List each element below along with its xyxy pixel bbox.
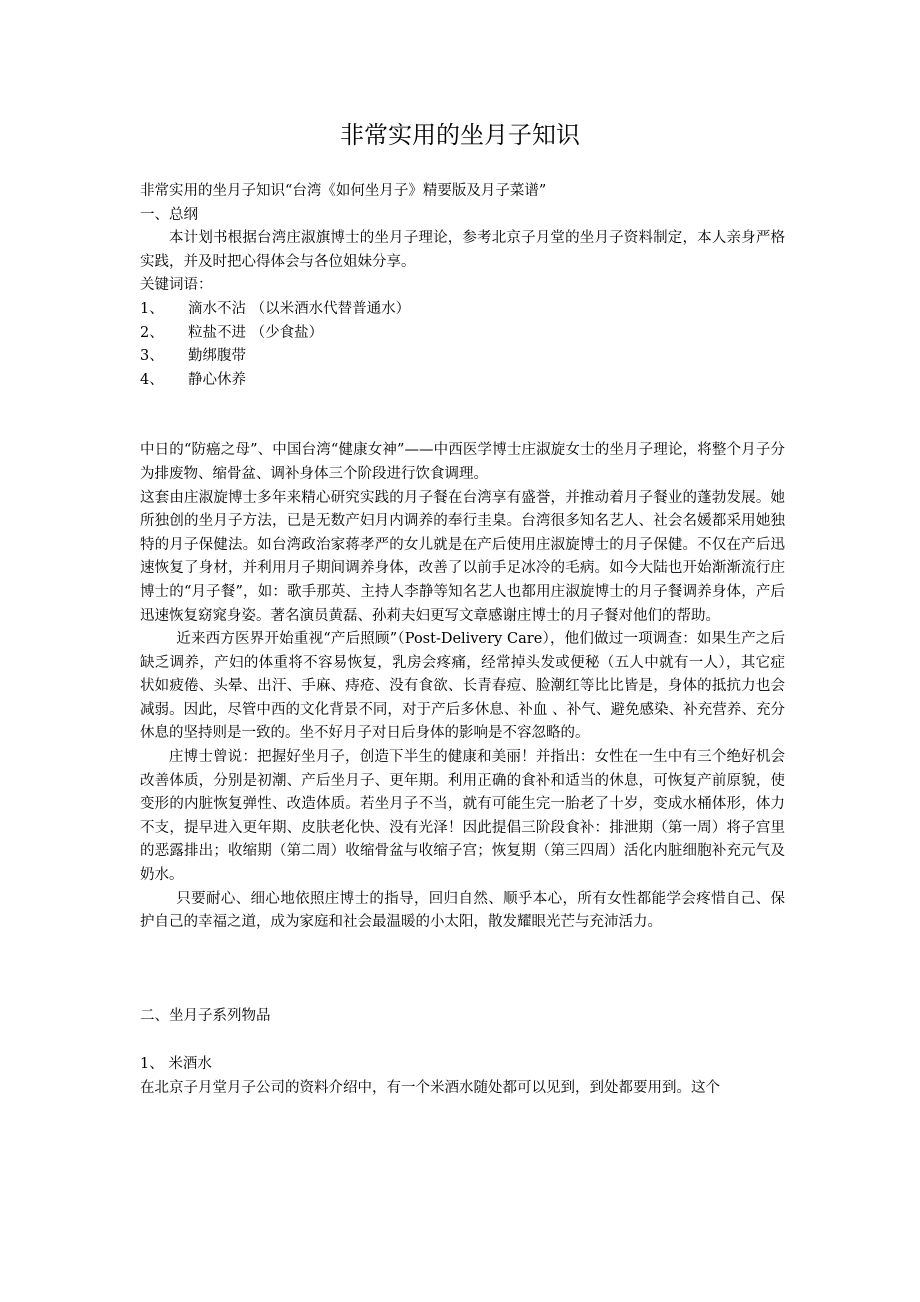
section-heading-items: 二、坐月子系列物品: [140, 1007, 271, 1024]
keywords-label: 关键词语：: [140, 277, 213, 294]
spacer: [140, 935, 785, 1005]
intro-paragraph: 本计划书根据台湾庄淑旗博士的坐月子理论，参考北京子月堂的坐月子资料制定，本人亲身严格实践，并及时把心得体会与各位姐妹分享。: [140, 230, 785, 270]
keyword-number: 3、: [140, 348, 164, 365]
body-paragraph: 只要耐心、细心地依照庄博士的指导，回归自然、顺乎本心，所有女性都能学会疼惜自己、保护自己的幸福之道，成为家庭和社会最温暖的小太阳，散发耀眼光芒与充沛活力。: [140, 890, 785, 931]
spacer: [140, 392, 785, 439]
keyword-item: [140, 369, 785, 393]
keyword-number: 2、: [140, 324, 164, 341]
body-paragraph: 庄博士曾说：把握好坐月子，创造下半生的健康和美丽！并指出：女性在一生中有三个绝好机会改善体质，分别是初潮、产后坐月子、更年期。利用正确的食补和适当的休息，可恢复产前原貌，使变形的内脏恢复弹性、改造体质。若坐月子不当，就有可能生完一胎老了十岁，变成水桶体形，体力不支，提早进入更年期、皮肤老化快、没有光泽！因此提倡三阶段食补：排泄期（第一周）将子宫里的恶露排出；收缩期（第二周）收缩骨盆与收缩子宫；恢复期（第三四周）活化内脏细胞补充元气及奶水。: [140, 749, 785, 884]
keyword-text: 勤绑腹带: [188, 348, 246, 365]
body-paragraph: 近来西方医界开始重视“产后照顾”（Post-Delivery Care），他们做过一项调查：如果生产之后缺乏调养，产妇的体重将不容易恢复，乳房会疼痛，经常掉头发或便秘（五人中就有一人），其它症状如疲倦、头晕、出汗、手麻、痔疮、没有食欲、长青春痘、脸潮红等比比皆是，身体的抵抗力也会减弱。因此，尽管中西的文化背景不同，对于产后多休息、补血 、补气、避免感染、补充营养、充分休息的坚持则是一致的。坐不好月子对日后身体的影响是不容忽略的。: [140, 631, 785, 742]
keyword-text: 滴水不沾 （以米酒水代替普通水）: [188, 300, 411, 317]
document-title: 非常实用的坐月子知识: [340, 121, 580, 149]
spacer: [140, 1028, 785, 1053]
keyword-text: 粒盐不进 （少食盐）: [188, 324, 324, 341]
keyword-item: [140, 345, 785, 369]
keyword-number: 1、: [140, 300, 164, 317]
document-subtitle: 非常实用的坐月子知识“台湾《如何坐月子》精要版及月子菜谱”: [140, 183, 547, 199]
body-paragraph: 中日的“防癌之母”、中国台湾“健康女神”——中西医学博士庄淑旋女士的坐月子理论，将整个月子分为排废物、缩骨盆、调补身体三个阶段进行饮食调理。: [140, 442, 785, 482]
keyword-number: 4、: [140, 371, 164, 388]
keyword-text: 静心休养: [188, 371, 246, 388]
item-text-rice-wine-water: 在北京子月堂月子公司的资料介绍中，有一个米酒水随处都可以见到，到处都要用到。这个: [140, 1080, 720, 1096]
item-title-rice-wine-water: 1、 米酒水: [140, 1056, 212, 1073]
keyword-item: [140, 322, 785, 346]
keyword-item: [140, 298, 785, 322]
document-body: [140, 180, 785, 1101]
body-paragraph: 这套由庄淑旋博士多年来精心研究实践的月子餐在台湾享有盛誉，并推动着月子餐业的蓬勃发展。她所独创的坐月子方法，已是无数产妇月内调养的奉行圭臬。台湾很多知名艺人、社会名媛都采用她独特的月子保健法。如台湾政治家蒋孝严的女儿就是在产后使用庄淑旋博士的月子保健。不仅在产后迅速恢复了身材，并利用月子期间调养身体，改善了以前手足冰冷的毛病。如今大陆也开始渐渐流行庄博士的“月子餐”，如：歌手那英、主持人李静等知名艺人也都用庄淑旋博士的月子餐调养身体，产后迅速恢复窈窕身姿。著名演员黄磊、孙莉夫妇更写文章感谢庄博士的月子餐对他们的帮助。: [140, 489, 785, 624]
section-heading-overview: 一、总纲: [140, 206, 198, 223]
